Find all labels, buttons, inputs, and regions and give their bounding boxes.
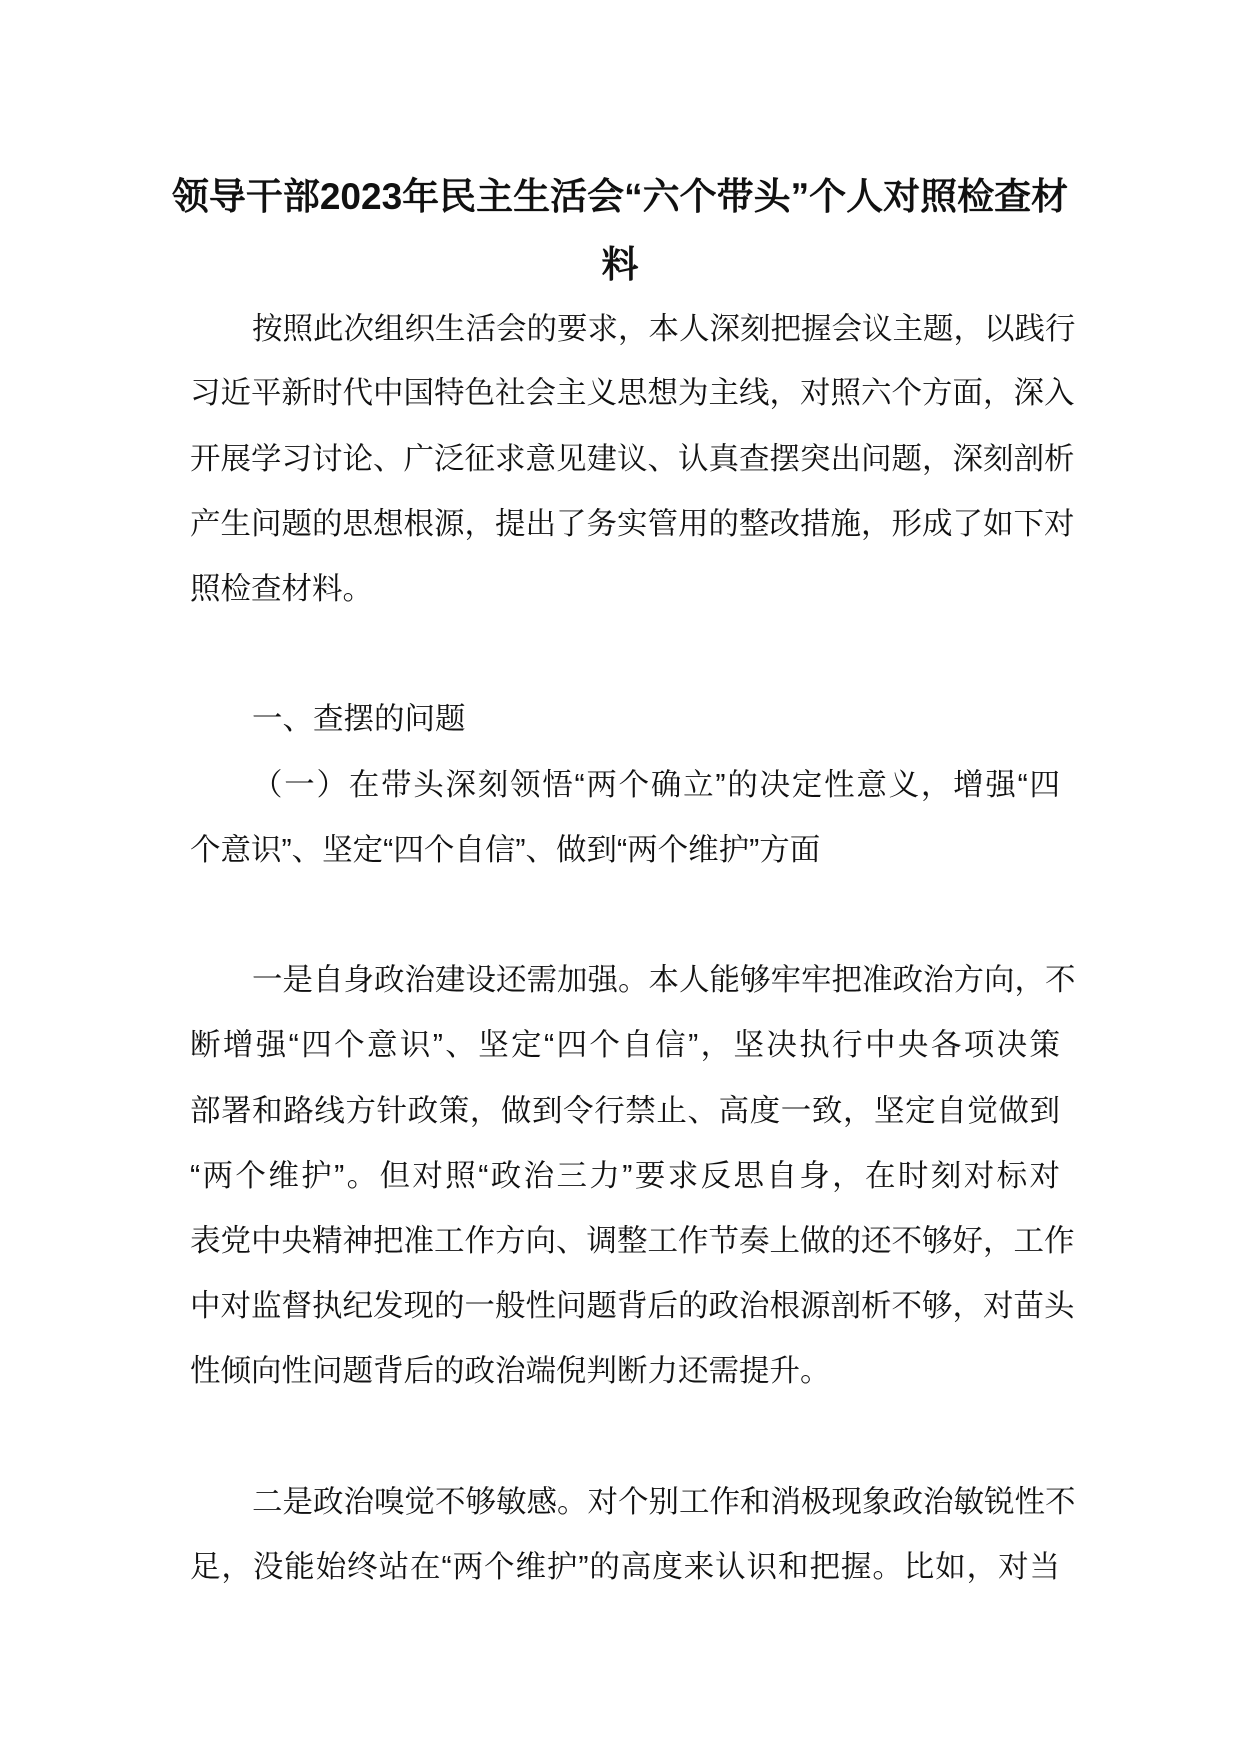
paragraph-line: 开展学习讨论、广泛征求意见建议、认真查摆突出问题，深刻剖析: [190, 442, 1075, 476]
section-heading: 一、查摆的问题: [252, 702, 466, 736]
paragraph-line: 产生问题的思想根源，提出了务实管用的整改措施，形成了如下对: [190, 507, 1075, 541]
paragraph-line: 表党中央精神把准工作方向、调整工作节奏上做的还不够好，工作: [190, 1224, 1075, 1258]
paragraph-line: 性倾向性问题背后的政治端倪判断力还需提升。: [190, 1354, 831, 1388]
paragraph-line: 断增强“四个意识”、坚定“四个自信”，坚决执行中央各项决策: [190, 1028, 1060, 1062]
paragraph-line: 足，没能始终站在“两个维护”的高度来认识和把握。比如，对当: [190, 1550, 1060, 1584]
paragraph-line: 中对监督执纪发现的一般性问题背后的政治根源剖析不够，对苗头: [190, 1289, 1075, 1323]
paragraph-line: 个意识”、坚定“四个自信”、做到“两个维护”方面: [190, 833, 821, 867]
paragraph-line: 照检查材料。: [190, 572, 373, 606]
paragraph-line: 二是政治嗅觉不够敏感。对个别工作和消极现象政治敏锐性不: [252, 1485, 1076, 1519]
document-title-line-1: 领导干部2023年民主生活会“六个带头”个人对照检查材: [171, 176, 1069, 217]
document-title-line-2: 料: [601, 244, 639, 285]
paragraph-line: 按照此次组织生活会的要求，本人深刻把握会议主题，以践行: [252, 312, 1076, 346]
paragraph-line: “两个维护”。但对照“政治三力”要求反思自身，在时刻对标对: [190, 1159, 1060, 1193]
paragraph-line: 部署和路线方针政策，做到令行禁止、高度一致，坚定自觉做到: [190, 1094, 1060, 1128]
paragraph-line: 一是自身政治建设还需加强。本人能够牢牢把准政治方向，不: [252, 963, 1076, 997]
paragraph-line: 习近平新时代中国特色社会主义思想为主线，对照六个方面，深入: [190, 376, 1075, 410]
paragraph-line: （一）在带头深刻领悟“两个确立”的决定性意义，增强“四: [252, 768, 1060, 802]
